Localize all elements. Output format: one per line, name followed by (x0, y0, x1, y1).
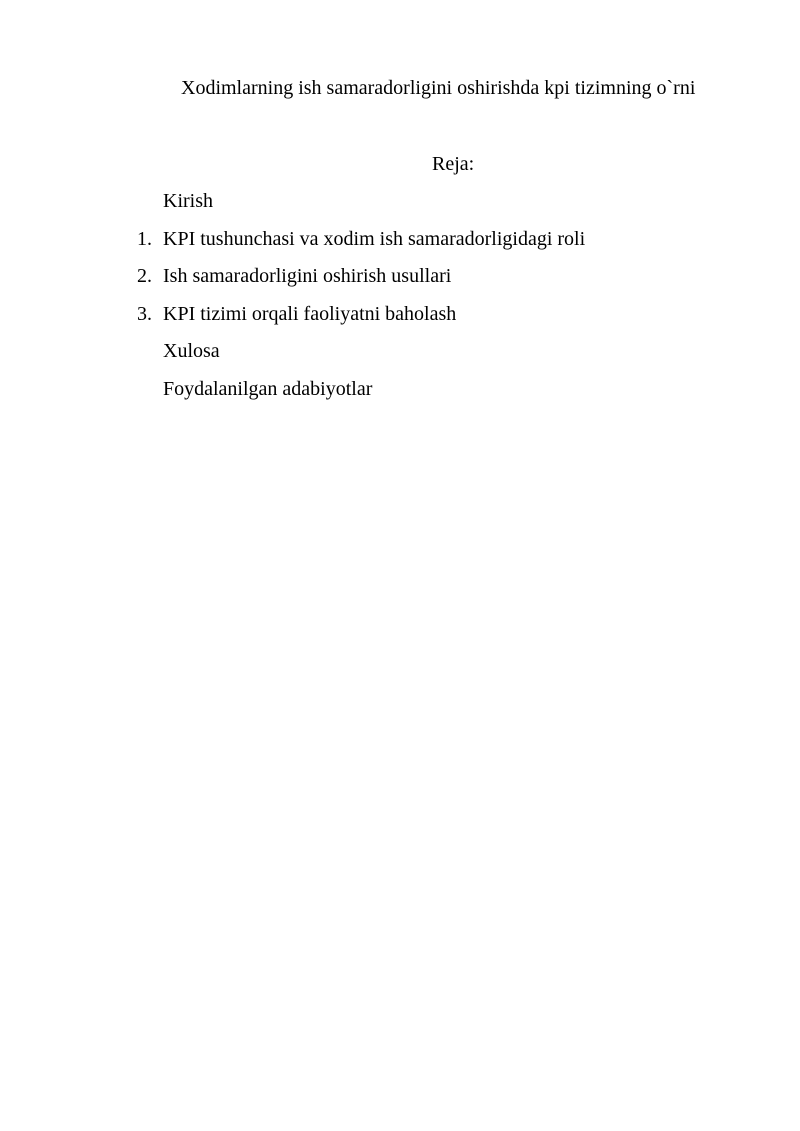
plan-item-2 (137, 264, 757, 302)
plan-heading: Reja: (432, 153, 475, 175)
plan-item-references (137, 377, 757, 415)
plan-item-number: 3. (137, 302, 152, 325)
plan-item-text: Xulosa (163, 340, 220, 362)
plan-item-text: Ish samaradorligini oshirish usullari (163, 265, 452, 287)
plan-item-number: 2. (137, 265, 152, 287)
document-title: Xodimlarning ish samaradorligini oshirishda kpi tizimning o`rni (181, 77, 696, 99)
plan-item-1 (137, 227, 757, 265)
plan-item-text: Kirish (163, 190, 213, 212)
plan-item-introduction (137, 189, 757, 227)
plan-item-conclusion (137, 339, 757, 377)
plan-item-text: KPI tushunchasi va xodim ish samaradorligidagi roli (163, 227, 586, 250)
plan-list (137, 189, 757, 414)
plan-item-number: 1. (137, 227, 152, 250)
plan-item-text: Foydalanilgan adabiyotlar (163, 377, 373, 400)
plan-item-3 (137, 302, 757, 340)
plan-item-text: KPI tizimi orqali faoliyatni baholash (163, 302, 457, 325)
